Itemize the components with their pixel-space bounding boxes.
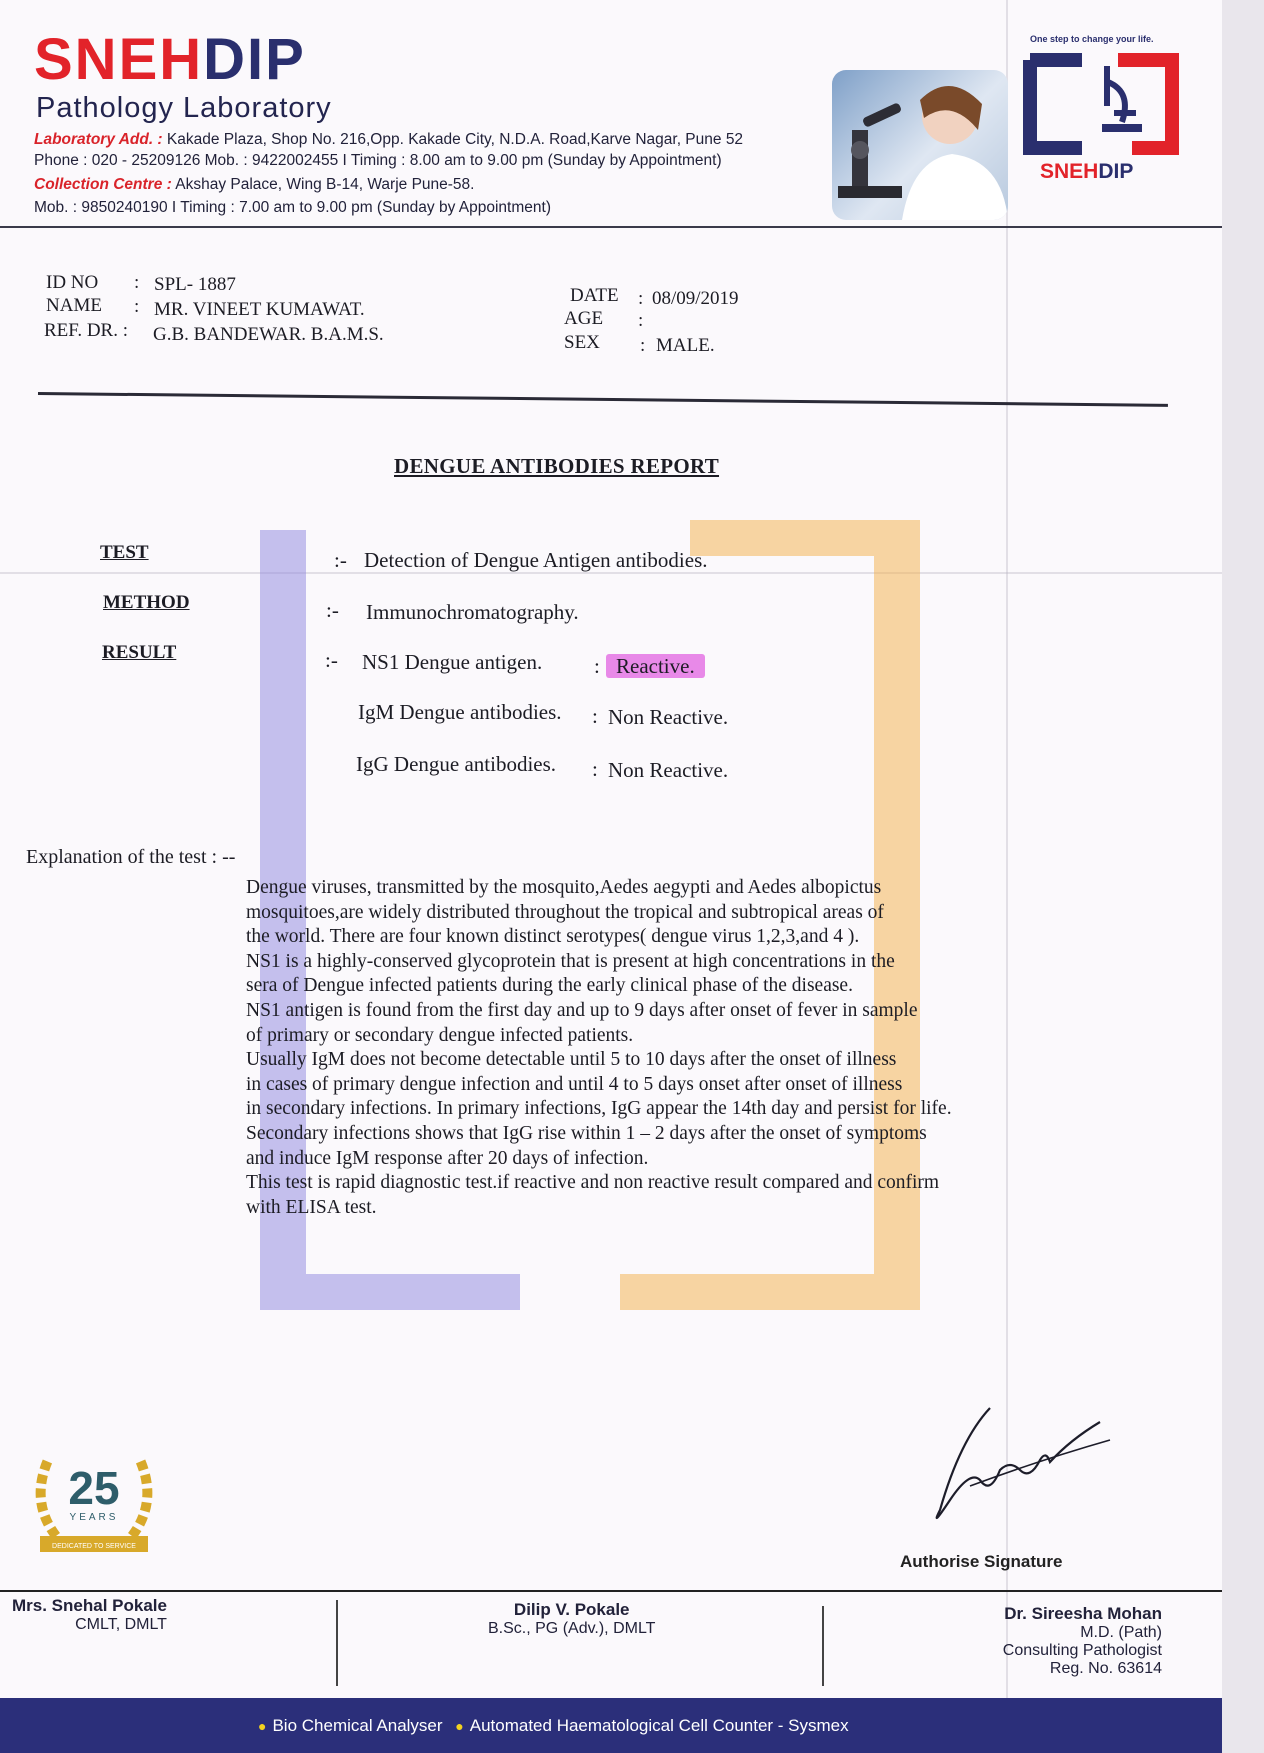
seal-years: YEARS	[69, 1512, 119, 1523]
colon: :	[638, 288, 644, 309]
separator: :-	[334, 548, 347, 572]
lab-address-label: Laboratory Add. :	[34, 131, 163, 148]
igm-result-name: IgM Dengue antibodies.	[358, 700, 562, 724]
igg-result-value: Non Reactive.	[608, 758, 729, 782]
footer-divider	[0, 1590, 1222, 1592]
handwritten-signature	[920, 1400, 1120, 1530]
header-divider	[0, 226, 1222, 228]
explanation-line: mosquitoes,are widely distributed throughout the tropical and subtropical areas of	[246, 901, 884, 923]
test-label: TEST	[100, 542, 149, 563]
refdr-value: G.B. BANDEWAR. B.A.M.S.	[153, 324, 384, 345]
25-years-seal-icon	[26, 1436, 162, 1560]
logo-name-blue: DIP	[1098, 160, 1134, 183]
explanation-line: and induce IgM response after 20 days of infection.	[246, 1147, 649, 1169]
date-label: DATE	[570, 285, 619, 306]
footer-separator	[336, 1600, 338, 1686]
refdr-label: REF. DR. :	[44, 320, 128, 341]
separator: :-	[326, 598, 339, 622]
brand-part-blue: DIP	[203, 27, 306, 92]
id-label: ID NO	[46, 272, 99, 293]
explanation-line: Dengue viruses, transmitted by the mosquito,Aedes aegypti and Aedes albopictus	[246, 877, 882, 898]
igg-result-name: IgG Dengue antibodies.	[356, 752, 557, 776]
explanation-line: in secondary infections. In primary infections, IgG appear the 14th day and persist for life.	[246, 1098, 952, 1120]
signatory-left-qual: CMLT, DMLT	[75, 1616, 167, 1633]
brand-name	[34, 27, 306, 92]
explanation-line: with ELISA test.	[246, 1196, 377, 1218]
colon: :	[592, 757, 598, 781]
ns1-result-value	[606, 654, 705, 679]
explanation-line: This test is rapid diagnostic test.if reactive and non reactive result compared and confirm	[246, 1172, 940, 1194]
signatory-middle-name: Dilip V. Pokale	[513, 1600, 630, 1619]
scientist-image	[832, 70, 1008, 220]
colon: :	[640, 335, 646, 356]
bullet-icon: ●	[258, 1718, 267, 1734]
test-value: Detection of Dengue Antigen antibodies.	[364, 548, 708, 572]
equipment-list	[258, 1716, 849, 1736]
collection-line	[34, 176, 474, 194]
age-label: AGE	[564, 308, 604, 329]
explanation-line: Usually IgM does not become detectable until 5 to 10 days after the onset of illness	[246, 1049, 897, 1071]
logo-name	[1040, 160, 1133, 184]
explanation-heading: Explanation of the test : --	[26, 846, 236, 868]
colon: :	[638, 310, 644, 331]
signatory-left-name: Mrs. Snehal Pokale	[12, 1596, 167, 1615]
explanation-line: NS1 is a highly-conserved glycoprotein that is present at high concentrations in the	[246, 950, 895, 972]
equipment-item: Automated Haematological Cell Counter - Sysmex	[469, 1716, 849, 1735]
ns1-result-name: NS1 Dengue antigen.	[362, 650, 543, 674]
lab-address-line	[34, 131, 743, 149]
reactive-highlight: Reactive.	[606, 654, 705, 678]
explanation-line: the world. There are four known distinct serotypes( dengue virus 1,2,3,and 4 ).	[246, 926, 860, 948]
method-label: METHOD	[103, 592, 190, 613]
igm-result-value: Non Reactive.	[608, 705, 729, 729]
phone-line: Phone : 020 - 25209126 Mob. : 9422002455 I Timing : 8.00 am to 9.00 pm (Sunday by Appointment)	[34, 152, 722, 169]
result-label: RESULT	[102, 642, 177, 663]
bullet-icon: ●	[455, 1718, 464, 1734]
name-value: MR. VINEET KUMAWAT.	[154, 299, 365, 320]
signatory-right-name: Dr. Sireesha Mohan	[1004, 1604, 1162, 1623]
microscope-photo	[832, 70, 1008, 220]
lab-subtitle: Pathology Laboratory	[36, 92, 332, 124]
method-value: Immunochromatography.	[366, 600, 579, 624]
equipment-item: Bio Chemical Analyser	[272, 1716, 443, 1735]
equipment-bar	[0, 1698, 1222, 1753]
seal-ribbon: DEDICATED TO SERVICE	[52, 1543, 136, 1550]
explanation-text	[246, 876, 1086, 1220]
colon: :	[134, 272, 140, 293]
date-value: 08/09/2019	[652, 288, 739, 309]
signatory-right-reg: Reg. No. 63614	[1049, 1660, 1162, 1677]
signatory-middle	[488, 1600, 655, 1638]
authorise-signature-label: Authorise Signature	[900, 1552, 1063, 1571]
sex-label: SEX	[564, 332, 600, 353]
name-label: NAME	[46, 295, 102, 316]
signatory-right-role: Consulting Pathologist	[1002, 1642, 1162, 1659]
explanation-line: sera of Dengue infected patients during the early clinical phase of the disease.	[246, 975, 853, 997]
signatory-middle-qual: B.Sc., PG (Adv.), DMLT	[488, 1620, 656, 1637]
brand-part-red: SNEH	[34, 27, 204, 92]
report-title: DENGUE ANTIBODIES REPORT	[394, 454, 720, 478]
id-value: SPL- 1887	[154, 274, 236, 295]
signatory-right	[960, 1604, 1162, 1678]
logo-name-red: SNEH	[1040, 160, 1099, 183]
explanation-line: of primary or secondary dengue infected patients.	[246, 1024, 634, 1046]
footer-separator	[822, 1606, 824, 1686]
explanation-line: NS1 antigen is found from the first day and up to 9 days after onset of fever in sample	[246, 999, 918, 1021]
sex-value: MALE.	[656, 335, 715, 356]
explanation-line: in cases of primary dengue infection and until 4 to 5 days onset after onset of illness	[246, 1073, 903, 1095]
snehdip-logo-icon	[1022, 52, 1180, 156]
signatory-right-qual: M.D. (Path)	[1080, 1624, 1162, 1641]
explanation-line: Secondary infections shows that IgG rise within 1 – 2 days after the onset of symptoms	[246, 1122, 927, 1144]
colon: :	[134, 296, 140, 317]
seal-number: 25	[68, 1462, 120, 1514]
colon: :	[594, 654, 600, 678]
collection-address: Akshay Palace, Wing B-14, Warje Pune-58.	[175, 176, 475, 193]
collection-label: Collection Centre :	[34, 176, 172, 193]
signatory-left	[12, 1596, 167, 1634]
logo-tagline: One step to change your life.	[1030, 34, 1154, 44]
lab-address: Kakade Plaza, Shop No. 216,Opp. Kakade City, N.D.A. Road,Karve Nagar, Pune 52	[166, 131, 744, 148]
scan-edge	[1222, 0, 1264, 1753]
collection-mobile-line: Mob. : 9850240190 I Timing : 7.00 am to 9.00 pm (Sunday by Appointment)	[34, 199, 551, 216]
colon: :	[592, 704, 598, 728]
separator: :-	[325, 648, 338, 672]
